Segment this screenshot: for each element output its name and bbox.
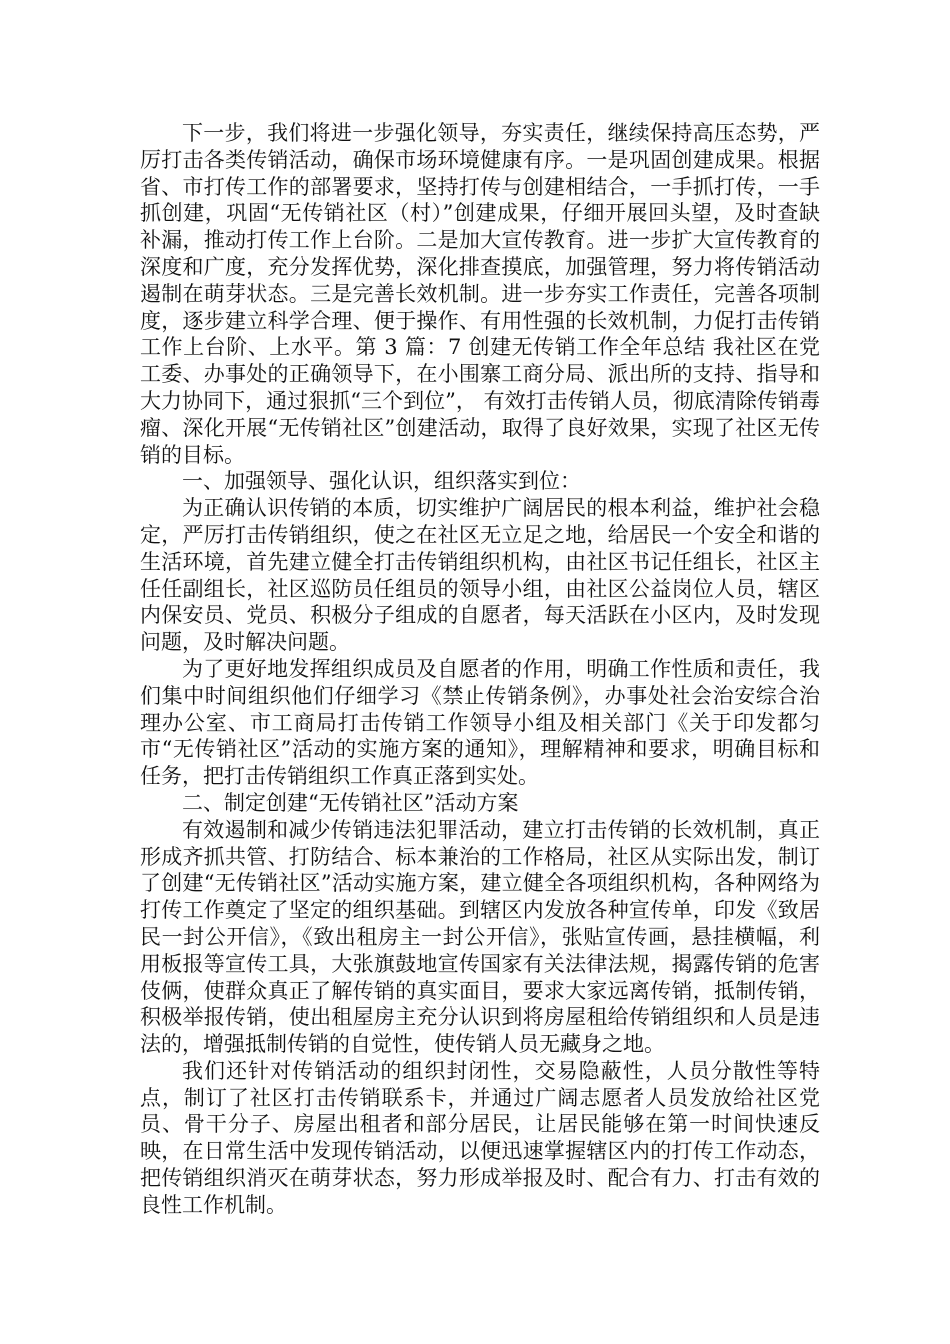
heading-section-two: 二、制定创建“无传销社区”活动方案 [182, 790, 519, 815]
paragraph-next-steps: 下一步，我们将进一步强化领导，夯实责任，继续保持高压态势，严厉打击各类传销活动，确保市场环境健康有序。一是巩固创建成果。根据省、市打传工作的部署要求，坚持打传与创建相结合，一手抓打传，一手抓创建，巩固“无传销社区（村）”创建成果，仔细开展回头望，及时查缺补漏，推动打传工作上台阶。二是加大宣传教育。进一步扩大宣传教育的深度和广度，充分发挥优势，深化排查摸底，加强管理，努力将传销活动遏制在萌芽状态。三是完善长效机制。进一步夯实工作责任，完善各项制度，逐步建立科学合理、便于操作、有用性强的长效机制，力促打击传销工作上台阶、上水平。第 3 篇：7 创建无传销工作全年总结 我社区在党工委、办事处的正确领导下，在小围寨工商分局、派出所的支持、指导和大力协同下，通过狠抓“三个到位”， 有效打击传销人员，彻底清除传销毒瘤、深化开展“无传销社区”创建活动，取得了良好效果，实现了社区无传销的目标。 [140, 121, 820, 467]
paragraph-plan: 有效遏制和减少传销违法犯罪活动，建立打击传销的长效机制，真正形成齐抓共管、打防结合、标本兼治的工作格局，社区从实际出发，制订了创建“无传销社区”活动实施方案，建立健全各项组织机构，各种网络为打传工作奠定了坚定的组织基础。到辖区内发放各种宣传单，印发《致居民一封公开信》，《致出租房主一封公开信》，张贴宣传画，悬挂横幅，利用板报等宣传工具，大张旗鼓地宣传国家有关法律法规，揭露传销的危害伎俩，使群众真正了解传销的真实面目，要求大家远离传销，抵制传销，积极举报传销，使出租屋房主充分认识到将房屋租给传销组织和人员是违法的，增强抵制传销的自觉性，使传销人员无藏身之地。 [140, 817, 820, 1057]
heading-section-one: 一、加强领导、强化认识，组织落实到位： [182, 469, 581, 494]
paragraph-organization: 为正确认识传销的本质，切实维护广阔居民的根本利益，维护社会稳定，严厉打击传销组织，使之在社区无立足之地，给居民一个安全和谐的生活环境，首先建立健全打击传销组织机构，由社区书记任组长，社区主任任副组长，社区巡防员任组员的领导小组，由社区公益岗位人员，辖区内保安员、党员、积极分子组成的自愿者，每天活跃在小区内，及时发现问题，及时解决问题。 [140, 496, 820, 655]
paragraph-contact-card: 我们还针对传销活动的组织封闭性，交易隐蔽性，人员分散性等特点，制订了社区打击传销联系卡，并通过广阔志愿者人员发放给社区党员、骨干分子、房屋出租者和部分居民，让居民能够在第一时间快速反映，在日常生活中发现传销活动，以便迅速掌握辖区内的打传工作动态，把传销组织消灭在萌芽状态，努力形成举报及时、配合有力、打击有效的良性工作机制。 [140, 1058, 820, 1217]
document-body [140, 120, 820, 1219]
paragraph-study: 为了更好地发挥组织成员及自愿者的作用，明确工作性质和责任，我们集中时间组织他们仔细学习《禁止传销条例》，办事处社会治安综合治理办公室、市工商局打击传销工作领导小组及相关部门《关于印发都匀市“无传销社区”活动的实施方案的通知》，理解精神和要求，明确目标和任务，把打击传销组织工作真正落到实处。 [140, 656, 820, 789]
